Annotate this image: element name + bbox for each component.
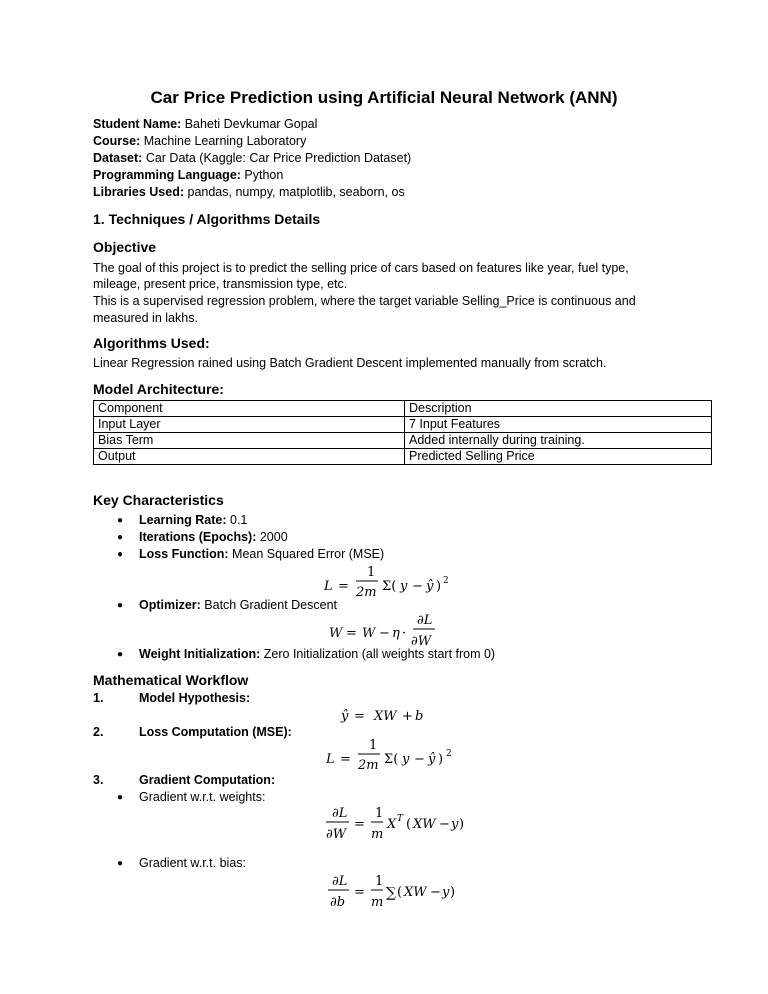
table-cell: 7 Input Features xyxy=(405,417,712,433)
svg-text:): ) xyxy=(459,817,465,832)
bullet-icon: ● xyxy=(117,858,124,869)
svg-text:(: ( xyxy=(406,817,412,832)
hypothesis-equation xyxy=(335,705,435,725)
meta-language: Programming Language: Python xyxy=(93,168,284,182)
svg-text:1: 1 xyxy=(369,738,378,753)
algorithms-text: Linear Regression rained using Batch Gradient Descent implemented manually from scratch. xyxy=(93,356,607,370)
svg-text:m: m xyxy=(371,827,384,842)
svg-text:1: 1 xyxy=(367,565,376,580)
svg-text:2m: 2m xyxy=(356,585,377,600)
svg-text:X: X xyxy=(387,817,397,832)
svg-text:∂L: ∂L xyxy=(332,806,348,821)
svg-text:ŷ: ŷ xyxy=(426,579,434,594)
svg-text:L: L xyxy=(324,579,333,594)
step-number: 1. xyxy=(93,691,104,705)
svg-text:T: T xyxy=(397,814,404,824)
architecture-table xyxy=(93,400,712,465)
gradient-bias-equation xyxy=(320,868,470,912)
bullet-icon: ● xyxy=(117,549,124,560)
step-hypothesis: Model Hypothesis: xyxy=(139,691,251,705)
svg-text:W: W xyxy=(362,626,376,641)
svg-text:2: 2 xyxy=(443,576,449,586)
svg-text:ŷ: ŷ xyxy=(428,752,436,767)
objective-heading: Objective xyxy=(93,239,157,255)
svg-text:=: = xyxy=(338,579,349,594)
characteristics-heading: Key Characteristics xyxy=(93,492,224,508)
svg-text:∑: ∑ xyxy=(386,885,396,901)
svg-text:y: y xyxy=(442,885,450,900)
svg-text:+: + xyxy=(402,709,413,724)
svg-text:=: = xyxy=(354,709,365,724)
step-number: 2. xyxy=(93,725,104,739)
workflow-heading: Mathematical Workflow xyxy=(93,672,249,688)
svg-text:=: = xyxy=(354,817,365,832)
svg-text:y: y xyxy=(451,817,459,832)
svg-text:=: = xyxy=(340,752,351,767)
char-learning-rate: Learning Rate: 0.1 xyxy=(139,513,248,527)
svg-text:∂W: ∂W xyxy=(326,827,347,842)
update-equation xyxy=(320,610,460,650)
bullet-icon: ● xyxy=(117,515,124,526)
step-gradient: Gradient Computation: xyxy=(139,773,276,787)
bullet-icon: ● xyxy=(117,532,124,543)
char-iterations: Iterations (Epochs): 2000 xyxy=(139,530,288,544)
bullet-icon: ● xyxy=(117,649,124,660)
svg-text:−: − xyxy=(439,817,450,832)
svg-text:W: W xyxy=(329,626,343,641)
svg-text:y: y xyxy=(400,579,408,594)
step-number: 3. xyxy=(93,773,104,787)
svg-text:=: = xyxy=(346,626,357,641)
meta-dataset: Dataset: Car Data (Kaggle: Car Price Prediction Dataset) xyxy=(93,151,412,165)
algorithms-heading: Algorithms Used: xyxy=(93,335,210,351)
svg-text:∂W: ∂W xyxy=(411,634,432,649)
document-title: Car Price Prediction using Artificial Neural Network (ANN) xyxy=(150,88,618,107)
svg-text:XW: XW xyxy=(413,817,436,832)
svg-text:m: m xyxy=(371,895,384,910)
mse-equation xyxy=(320,737,480,777)
objective-line-4: measured in lakhs. xyxy=(93,311,198,325)
step-loss: Loss Computation (MSE): xyxy=(139,725,292,739)
svg-text:·: · xyxy=(402,626,407,641)
table-cell: Input Layer xyxy=(94,417,405,433)
table-row xyxy=(94,433,712,449)
table-cell: Description xyxy=(405,401,712,417)
table-cell: Added internally during training. xyxy=(405,433,712,449)
section-heading-techniques: 1. Techniques / Algorithms Details xyxy=(93,211,321,227)
char-loss-function: Loss Function: Mean Squared Error (MSE) xyxy=(139,547,385,561)
svg-text:−: − xyxy=(414,752,425,767)
svg-text:2m: 2m xyxy=(358,758,379,773)
svg-text:XW: XW xyxy=(404,885,427,900)
svg-text:XW: XW xyxy=(374,709,397,724)
svg-text:∂L: ∂L xyxy=(332,874,348,889)
architecture-heading: Model Architecture: xyxy=(93,381,224,397)
table-row xyxy=(94,417,712,433)
gradient-weights-label: Gradient w.r.t. weights: xyxy=(139,790,266,804)
meta-student: Student Name: Baheti Devkumar Gopal xyxy=(93,117,318,131)
svg-text:): ) xyxy=(450,885,456,900)
svg-text:∂L: ∂L xyxy=(417,613,433,628)
loss-equation xyxy=(300,562,480,602)
bullet-icon: ● xyxy=(117,792,124,803)
table-cell: Component xyxy=(94,401,405,417)
svg-text:2: 2 xyxy=(446,749,452,759)
svg-text:−: − xyxy=(412,579,423,594)
svg-text:L: L xyxy=(326,752,335,767)
svg-text:): ) xyxy=(436,579,442,594)
table-cell: Output xyxy=(94,449,405,465)
meta-libraries: Libraries Used: pandas, numpy, matplotlib, seaborn, os xyxy=(93,185,405,199)
gradient-bias-label: Gradient w.r.t. bias: xyxy=(139,856,246,870)
svg-text:1: 1 xyxy=(375,874,384,889)
svg-text:y: y xyxy=(402,752,410,767)
svg-text:(: ( xyxy=(397,885,403,900)
table-row xyxy=(94,401,712,417)
svg-text:∂b: ∂b xyxy=(330,895,346,910)
meta-course: Course: Machine Learning Laboratory xyxy=(93,134,307,148)
objective-line-3: This is a supervised regression problem, where the target variable Selling_Price is continuous and xyxy=(93,294,636,308)
table-cell: Predicted Selling Price xyxy=(405,449,712,465)
svg-text:Σ(: Σ( xyxy=(382,579,397,594)
bullet-icon: ● xyxy=(117,600,124,611)
svg-text:b: b xyxy=(415,709,424,724)
svg-text:=: = xyxy=(354,885,365,900)
gradient-weights-equation xyxy=(320,800,480,844)
svg-text:1: 1 xyxy=(375,806,384,821)
svg-text:−: − xyxy=(430,885,441,900)
char-weight-init: Weight Initialization: Zero Initialization (all weights start from 0) xyxy=(139,647,496,661)
table-cell: Bias Term xyxy=(94,433,405,449)
table-row xyxy=(94,449,712,465)
objective-line-2: mileage, present price, transmission type, etc. xyxy=(93,277,348,291)
svg-text:): ) xyxy=(438,752,444,767)
svg-text:Σ(: Σ( xyxy=(384,752,399,767)
svg-text:η: η xyxy=(392,626,400,641)
svg-text:−: − xyxy=(379,626,390,641)
svg-text:ŷ: ŷ xyxy=(341,709,349,724)
objective-line-1: The goal of this project is to predict the selling price of cars based on features like year, fuel type, xyxy=(93,261,629,275)
char-optimizer: Optimizer: Batch Gradient Descent xyxy=(139,598,337,612)
